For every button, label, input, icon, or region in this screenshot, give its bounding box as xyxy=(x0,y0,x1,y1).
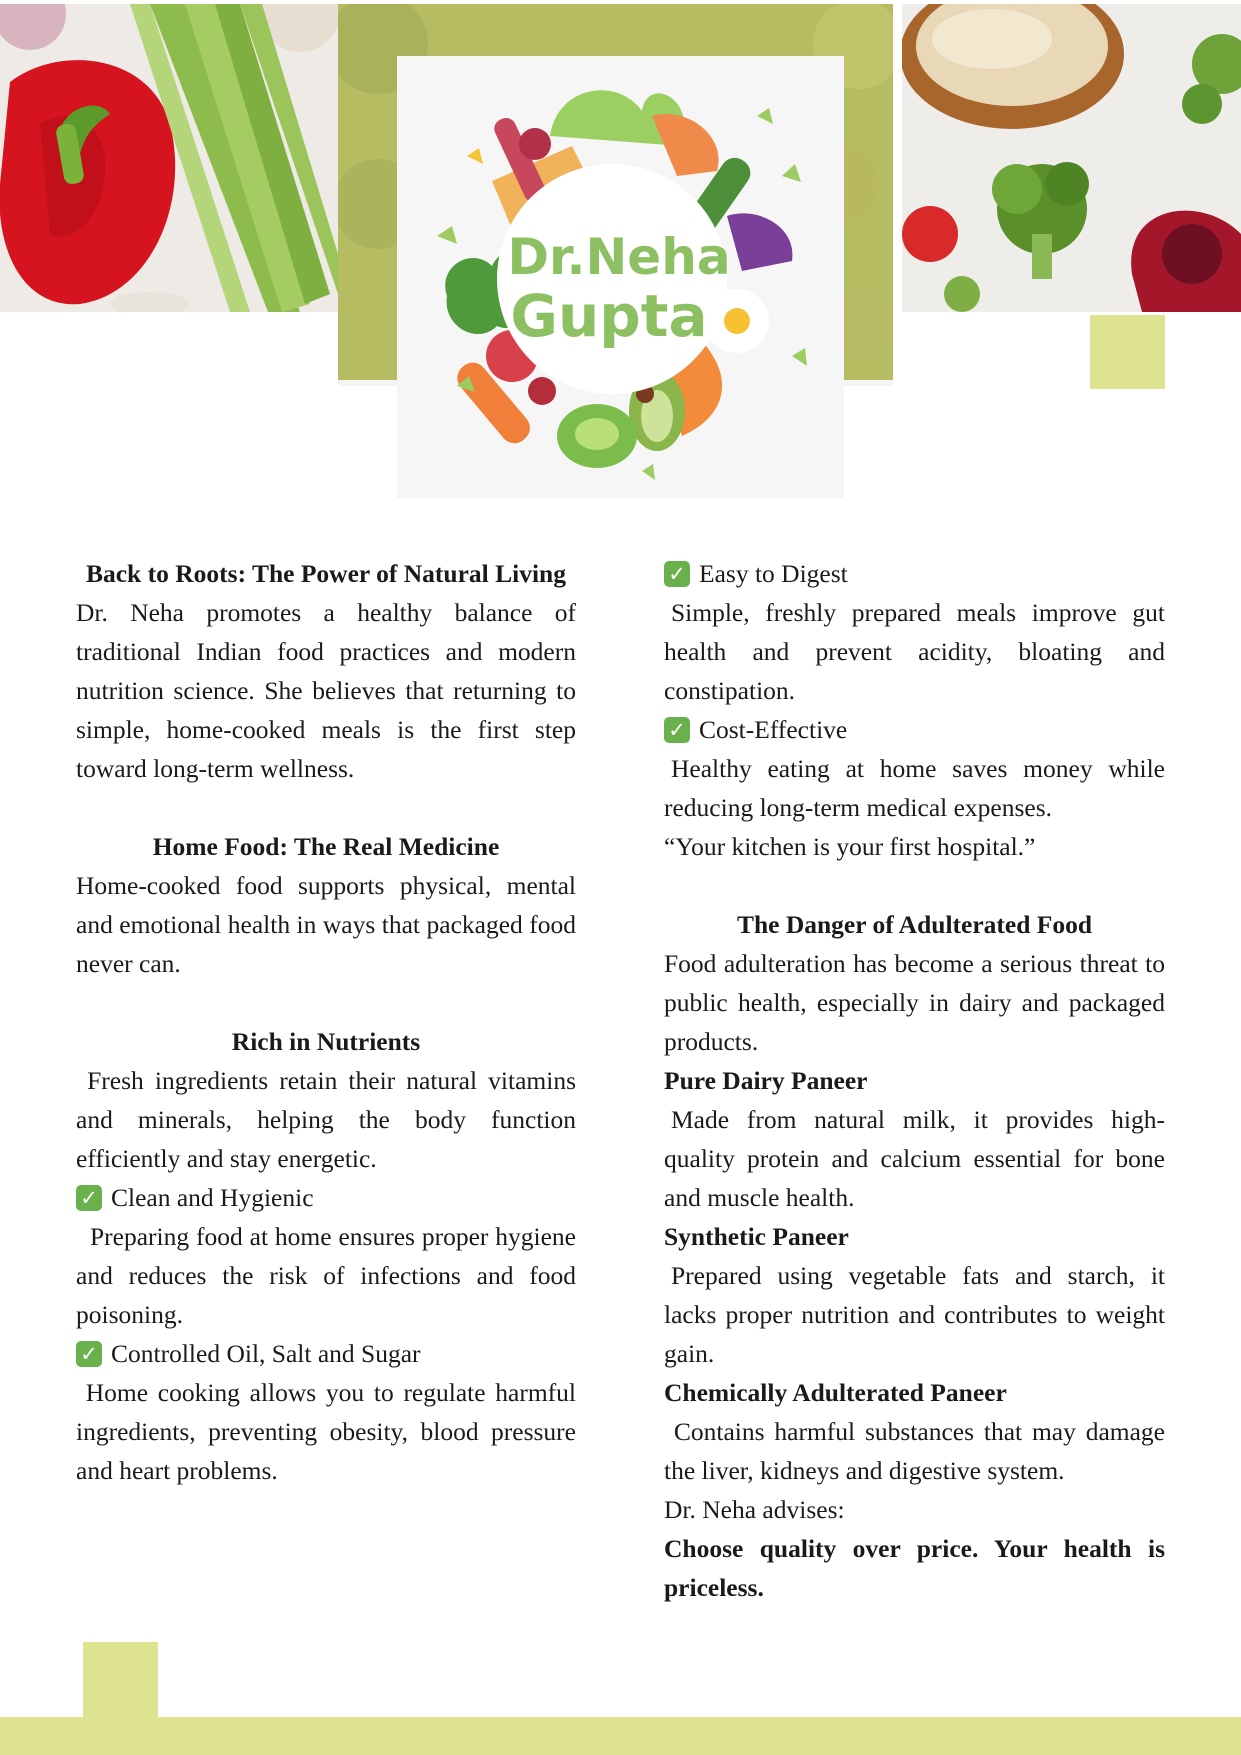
logo-line1: Dr.Neha xyxy=(507,228,731,286)
food-circle-logo-icon xyxy=(397,56,844,498)
decorative-square-bottom xyxy=(83,1642,158,1717)
footer-band xyxy=(0,1717,1241,1755)
chemical-paneer-body: Contains harmful substances that may damage the liver, kidneys and digestive system. xyxy=(664,1417,1172,1485)
check-icon: ✓ xyxy=(664,717,690,743)
grains-photo-right xyxy=(902,4,1241,312)
right-column xyxy=(664,554,1172,1607)
advises-label: Dr. Neha advises: xyxy=(664,1495,845,1524)
benefit-easy-digest xyxy=(664,554,1165,593)
pure-paneer-title: Pure Dairy Paneer xyxy=(664,1066,868,1095)
check-icon: ✓ xyxy=(664,561,690,587)
left-column xyxy=(76,554,583,1490)
section-heading-natural-living: Back to Roots: The Power of Natural Living xyxy=(85,559,566,588)
benefit-title: Cost-Effective xyxy=(699,715,848,744)
section-body-natural-living: Dr. Neha promotes a healthy balance of traditional Indian food practices and modern nutrition science. She believes that returning to simple, home-cooked meals is the first step toward long-term wellness. xyxy=(76,598,576,783)
pure-paneer-body: Made from natural milk, it provides high-quality protein and calcium essential for bone and muscle health. xyxy=(664,1105,1165,1212)
benefit-body-cost-effective: Healthy eating at home saves money while reducing long-term medical expenses. xyxy=(664,754,1165,822)
benefit-cost-effective xyxy=(664,710,1165,749)
section-heading-nutrients: Rich in Nutrients xyxy=(231,1027,421,1056)
advice-statement: Choose quality over price. Your health is priceless. xyxy=(664,1534,1165,1602)
chemical-paneer-title: Chemically Adulterated Paneer xyxy=(664,1378,1007,1407)
section-heading-adulterated: The Danger of Adulterated Food xyxy=(736,910,1093,939)
spacer xyxy=(664,866,1165,905)
logo-line2: Gupta xyxy=(510,282,708,350)
section-body-adulterated: Food adulteration has become a serious threat to public health, especially in dairy and packaged products. xyxy=(664,949,1165,1056)
benefit-clean-hygienic xyxy=(76,1178,576,1217)
benefit-controlled-oil xyxy=(76,1334,576,1373)
spacer xyxy=(76,983,576,1022)
spacer xyxy=(76,788,576,827)
decorative-square-top xyxy=(1090,315,1165,389)
section-body-home-food: Home-cooked food supports physical, mental and emotional health in ways that packaged food never can. xyxy=(76,871,576,978)
vegetables-photo-left xyxy=(0,4,338,312)
benefit-body-easy-digest: Simple, freshly prepared meals improve gut health and prevent acidity, bloating and constipation. xyxy=(664,598,1165,705)
section-heading-home-food: Home Food: The Real Medicine xyxy=(152,832,500,861)
benefit-body-clean-hygienic: Preparing food at home ensures proper hygiene and reduces the risk of infections and food poisoning. xyxy=(76,1222,576,1329)
benefit-title: Easy to Digest xyxy=(699,559,848,588)
logo xyxy=(397,56,844,498)
check-icon: ✓ xyxy=(76,1185,102,1211)
synthetic-paneer-body: Prepared using vegetable fats and starch, it lacks proper nutrition and contributes to weight gain. xyxy=(664,1261,1165,1368)
section-body-nutrients: Fresh ingredients retain their natural vitamins and minerals, helping the body function efficiently and stay energetic. xyxy=(76,1066,583,1173)
check-icon: ✓ xyxy=(76,1341,102,1367)
benefit-body-controlled-oil: Home cooking allows you to regulate harmful ingredients, preventing obesity, blood pressure and heart problems. xyxy=(76,1378,583,1485)
synthetic-paneer-title: Synthetic Paneer xyxy=(664,1222,849,1251)
benefit-title: Controlled Oil, Salt and Sugar xyxy=(111,1339,421,1368)
benefit-title: Clean and Hygienic xyxy=(111,1183,314,1212)
kitchen-quote: “Your kitchen is your first hospital.” xyxy=(664,832,1036,861)
